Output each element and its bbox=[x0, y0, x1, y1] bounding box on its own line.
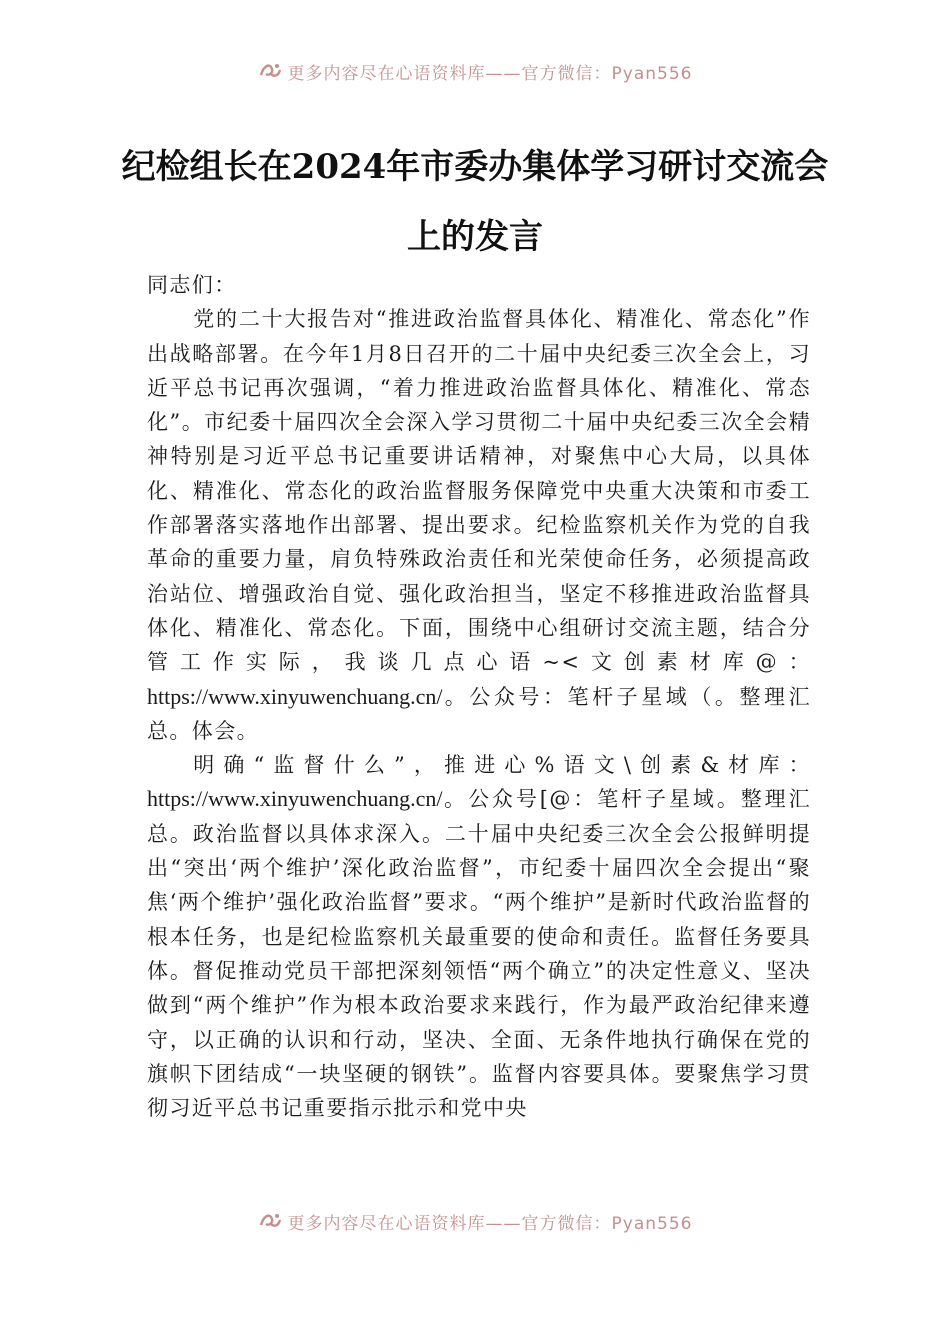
document-title: 纪检组长在2024年市委办集体学习研讨交流会上的发言 bbox=[121, 147, 829, 257]
paragraph-1-text-a: 党的二十大报告对“推进政治监督具体化、精准化、常态化”作出战略部署。在今年1月8日召开的二十届中央纪委三次全会上，习近平总书记再次强调，“着力推进政治监督具体化、精准化、常态化”。市纪委十届四次全会深入学习贯彻二十届中央纪委三次全会精神特别是习近平总书记重要讲话精神，对聚焦中心大局，以具体化、精准化、常态化的政治监督服务保障党中央重大决策和市委工作部署落实落地作出部署、提出要求。纪检监察机关作为党的自我革命的重要力量，肩负特殊政治责任和光荣使命任务，必须提高政治站位、增强政治自觉、强化政治担当，坚定不移推进政治监督具体化、精准化、常态化。下面，围绕中心组研讨交流主题，结合分管工作实际，我谈几点心语~<文创素材库@： bbox=[147, 307, 811, 675]
paragraph-1 bbox=[147, 302, 811, 748]
watermark-header bbox=[0, 55, 950, 87]
paragraph-2-url: https://www.xinyuwenchuang.cn/ bbox=[147, 786, 443, 812]
watermark-text: 更多内容尽在心语资料库——官方微信：Pyan556 bbox=[287, 1213, 693, 1234]
ribbon-logo-icon bbox=[258, 61, 282, 81]
paragraph-1-text-b: 。公众号：笔杆子星域（。整理汇总。体会。 bbox=[147, 684, 811, 743]
ribbon-logo-icon bbox=[258, 1211, 282, 1231]
paragraph-2-text-b: 。公众号[@：笔杆子星域。整理汇总。政治监督以具体求深入。二十届中央纪委三次全会公报鲜明提出“突出‘两个维护’深化政治监督”，市纪委十届四次全会提出“聚焦‘两个维护’强化政治监督”要求。“两个维护”是新时代政治监督的根本任务，也是纪检监察机关最重要的使命和责任。监督任务要具体。督促推动党员干部把深刻领悟“两个确立”的决定性意义、坚决做到“两个维护”作为根本政治要求来践行，作为最严政治纪律来遵守，以正确的认识和行动，坚决、全面、无条件地执行确保在党的旗帜下团结成“一块坚硬的钢铁”。监督内容要具体。要聚焦学习贯彻习近平总书记重要指示批示和党中央 bbox=[147, 787, 811, 1121]
paragraph-1-url: https://www.xinyuwenchuang.cn/ bbox=[147, 683, 443, 709]
document-body bbox=[147, 268, 811, 1125]
paragraph-2 bbox=[147, 748, 811, 1125]
watermark-footer bbox=[0, 1205, 950, 1237]
paragraph-2-text-a: 明确“监督什么”，推进心%语文\创素&材库： bbox=[193, 753, 811, 778]
salutation: 同志们： bbox=[147, 273, 237, 297]
watermark-text: 更多内容尽在心语资料库——官方微信：Pyan556 bbox=[287, 63, 693, 84]
